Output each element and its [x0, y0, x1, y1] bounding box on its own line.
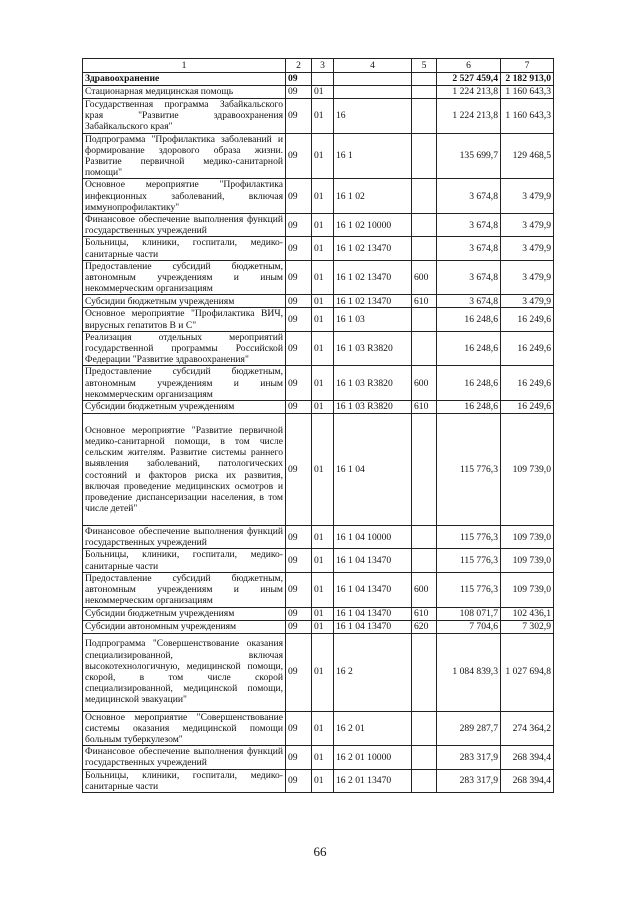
row-cell-c7: 3 479,9	[501, 237, 554, 260]
header-col-7: 7	[501, 59, 554, 73]
row-cell-c6: 283 317,9	[437, 746, 501, 769]
row-description: Больницы, клиники, госпитали, медико-санитарные части	[83, 769, 286, 792]
header-col-3: 3	[312, 59, 334, 73]
row-description: Реализация отдельных мероприятий государственной программы Российской Федерации "Развитие здравоохранения"	[83, 331, 286, 366]
row-cell-c3: 01	[312, 260, 334, 295]
row-description: Государственная программа Забайкальского края "Развитие здравоохранения Забайкальского края"	[83, 99, 286, 134]
row-cell-c4	[334, 86, 412, 99]
row-cell-c2: 09	[286, 633, 312, 711]
row-cell-c4: 16 1 02 13470	[334, 260, 412, 295]
header-col-4: 4	[334, 59, 412, 73]
row-cell-c6: 3 674,8	[437, 214, 501, 237]
row-cell-c6: 115 776,3	[437, 414, 501, 526]
row-cell-c2: 09	[286, 73, 312, 86]
row-cell-c7: 274 364,2	[501, 711, 554, 746]
row-cell-c3: 01	[312, 308, 334, 331]
table-row	[83, 746, 554, 769]
row-cell-c3: 01	[312, 214, 334, 237]
row-cell-c4: 16 1 04 10000	[334, 526, 412, 549]
table-row	[83, 401, 554, 414]
row-cell-c5	[412, 414, 437, 526]
row-cell-c3: 01	[312, 633, 334, 711]
table-row	[83, 331, 554, 366]
row-cell-c3: 01	[312, 572, 334, 607]
row-cell-c4: 16 1 02 13470	[334, 295, 412, 308]
row-cell-c7: 7 302,9	[501, 620, 554, 633]
row-cell-c2: 09	[286, 295, 312, 308]
row-cell-c5	[412, 237, 437, 260]
row-cell-c4: 16 1 04 13470	[334, 620, 412, 633]
row-cell-c6: 2 527 459,4	[437, 73, 501, 86]
row-cell-c7: 102 436,1	[501, 607, 554, 620]
row-description: Подпрограмма "Совершенствование оказания специализированной, включая высокотехнологичную, медицинской помощи, скорой, в том числе скорой специализированной, медицинской помощи, медицинской эвакуации"	[83, 633, 286, 711]
header-col-6: 6	[437, 59, 501, 73]
row-cell-c5: 600	[412, 366, 437, 401]
row-cell-c2: 09	[286, 99, 312, 134]
row-description: Подпрограмма "Профилактика заболеваний и формирование здорового образа жизни. Развитие первичной медико-санитарной помощи"	[83, 133, 286, 179]
row-cell-c4: 16 1 02 13470	[334, 237, 412, 260]
row-cell-c3: 01	[312, 237, 334, 260]
row-description: Основное мероприятие "Профилактика инфекционных заболеваний, включая иммунопрофилактику"	[83, 179, 286, 214]
row-cell-c7: 3 479,9	[501, 179, 554, 214]
table-row	[83, 633, 554, 711]
row-cell-c3: 01	[312, 769, 334, 792]
row-cell-c3: 01	[312, 179, 334, 214]
table-row	[83, 237, 554, 260]
row-cell-c5	[412, 214, 437, 237]
row-cell-c3: 01	[312, 414, 334, 526]
row-cell-c5	[412, 711, 437, 746]
row-description: Больницы, клиники, госпитали, медико-санитарные части	[83, 549, 286, 572]
row-cell-c6: 108 071,7	[437, 607, 501, 620]
row-cell-c4: 16 2 01	[334, 711, 412, 746]
row-cell-c3: 01	[312, 549, 334, 572]
row-cell-c2: 09	[286, 260, 312, 295]
row-description: Основное мероприятие "Профилактика ВИЧ, вирусных гепатитов В и С"	[83, 308, 286, 331]
row-cell-c7: 16 249,6	[501, 331, 554, 366]
table-header-row	[83, 59, 554, 73]
row-cell-c6: 3 674,8	[437, 179, 501, 214]
row-cell-c2: 09	[286, 746, 312, 769]
row-cell-c5	[412, 633, 437, 711]
row-cell-c7: 16 249,6	[501, 308, 554, 331]
row-cell-c5: 610	[412, 295, 437, 308]
row-cell-c6: 283 317,9	[437, 769, 501, 792]
row-cell-c2: 09	[286, 572, 312, 607]
row-cell-c5	[412, 746, 437, 769]
header-col-1: 1	[83, 59, 286, 73]
row-cell-c3: 01	[312, 711, 334, 746]
row-cell-c4: 16 1 02	[334, 179, 412, 214]
row-cell-c4: 16 1 03 R3820	[334, 366, 412, 401]
row-cell-c6: 1 084 839,3	[437, 633, 501, 711]
row-cell-c4: 16 1 03 R3820	[334, 331, 412, 366]
row-cell-c3: 01	[312, 620, 334, 633]
table-row	[83, 260, 554, 295]
row-cell-c3	[312, 73, 334, 86]
row-cell-c7: 3 479,9	[501, 214, 554, 237]
row-description: Предоставление субсидий бюджетным, автономным учреждениям и иным некоммерческим организациям	[83, 260, 286, 295]
table-row	[83, 179, 554, 214]
row-cell-c7: 268 394,4	[501, 769, 554, 792]
row-cell-c6: 135 699,7	[437, 133, 501, 179]
row-description: Предоставление субсидий бюджетным, автономным учреждениям и иным некоммерческим организациям	[83, 366, 286, 401]
budget-table	[82, 58, 554, 793]
row-cell-c5	[412, 179, 437, 214]
row-cell-c6: 3 674,8	[437, 237, 501, 260]
row-cell-c4: 16 1 03	[334, 308, 412, 331]
row-cell-c2: 09	[286, 179, 312, 214]
row-cell-c5: 600	[412, 572, 437, 607]
row-cell-c2: 09	[286, 769, 312, 792]
row-cell-c2: 09	[286, 549, 312, 572]
row-cell-c2: 09	[286, 526, 312, 549]
row-cell-c7: 1 160 643,3	[501, 99, 554, 134]
row-cell-c6: 289 287,7	[437, 711, 501, 746]
table-row	[83, 549, 554, 572]
row-cell-c5	[412, 73, 437, 86]
row-cell-c6: 16 248,6	[437, 366, 501, 401]
row-cell-c4: 16 1 03 R3820	[334, 401, 412, 414]
row-cell-c4: 16 1 04	[334, 414, 412, 526]
row-cell-c3: 01	[312, 401, 334, 414]
row-description: Субсидии автономным учреждениям	[83, 620, 286, 633]
row-cell-c5	[412, 769, 437, 792]
table-row	[83, 214, 554, 237]
row-cell-c6: 3 674,8	[437, 295, 501, 308]
row-cell-c2: 09	[286, 237, 312, 260]
table-row	[83, 366, 554, 401]
table-row	[83, 414, 554, 526]
row-cell-c5: 610	[412, 401, 437, 414]
table-row	[83, 620, 554, 633]
row-cell-c7: 16 249,6	[501, 401, 554, 414]
row-cell-c4: 16 2	[334, 633, 412, 711]
row-cell-c6: 16 248,6	[437, 308, 501, 331]
row-cell-c5: 610	[412, 607, 437, 620]
row-cell-c5	[412, 308, 437, 331]
table-row	[83, 295, 554, 308]
row-cell-c3: 01	[312, 99, 334, 134]
row-cell-c3: 01	[312, 607, 334, 620]
row-cell-c2: 09	[286, 331, 312, 366]
row-description: Стационарная медицинская помощь	[83, 86, 286, 99]
row-cell-c3: 01	[312, 366, 334, 401]
row-cell-c2: 09	[286, 620, 312, 633]
row-cell-c4: 16 2 01 10000	[334, 746, 412, 769]
row-cell-c3: 01	[312, 295, 334, 308]
row-cell-c7: 109 739,0	[501, 549, 554, 572]
row-cell-c7: 3 479,9	[501, 295, 554, 308]
row-description: Субсидии бюджетным учреждениям	[83, 295, 286, 308]
row-description: Субсидии бюджетным учреждениям	[83, 607, 286, 620]
row-cell-c5	[412, 331, 437, 366]
row-description: Финансовое обеспечение выполнения функций государственных учреждений	[83, 214, 286, 237]
table-row	[83, 308, 554, 331]
table-row	[83, 769, 554, 792]
row-cell-c7: 16 249,6	[501, 366, 554, 401]
row-cell-c7: 1 027 694,8	[501, 633, 554, 711]
row-cell-c7: 109 739,0	[501, 526, 554, 549]
row-cell-c4: 16 1 02 10000	[334, 214, 412, 237]
row-cell-c4: 16 2 01 13470	[334, 769, 412, 792]
row-cell-c7: 268 394,4	[501, 746, 554, 769]
row-cell-c2: 09	[286, 214, 312, 237]
row-cell-c6: 1 224 213,8	[437, 86, 501, 99]
row-cell-c7: 2 182 913,0	[501, 73, 554, 86]
row-description: Предоставление субсидий бюджетным, автономным учреждениям и иным некоммерческим организациям	[83, 572, 286, 607]
row-cell-c3: 01	[312, 331, 334, 366]
table-row	[83, 572, 554, 607]
row-cell-c7: 129 468,5	[501, 133, 554, 179]
row-cell-c2: 09	[286, 711, 312, 746]
row-cell-c5	[412, 99, 437, 134]
header-col-2: 2	[286, 59, 312, 73]
row-cell-c3: 01	[312, 133, 334, 179]
row-description: Больницы, клиники, госпитали, медико-санитарные части	[83, 237, 286, 260]
row-cell-c7: 1 160 643,3	[501, 86, 554, 99]
row-cell-c4: 16	[334, 99, 412, 134]
row-cell-c2: 09	[286, 414, 312, 526]
row-cell-c3: 01	[312, 86, 334, 99]
row-cell-c2: 09	[286, 133, 312, 179]
row-cell-c5	[412, 526, 437, 549]
row-cell-c5	[412, 549, 437, 572]
table-row	[83, 86, 554, 99]
row-description: Финансовое обеспечение выполнения функций государственных учреждений	[83, 526, 286, 549]
row-cell-c5: 620	[412, 620, 437, 633]
row-cell-c7: 109 739,0	[501, 572, 554, 607]
row-cell-c2: 09	[286, 366, 312, 401]
row-cell-c6: 115 776,3	[437, 526, 501, 549]
row-description: Основное мероприятие "Совершенствование системы оказания медицинской помощи больным туберкулезом"	[83, 711, 286, 746]
header-col-5: 5	[412, 59, 437, 73]
row-cell-c6: 1 224 213,8	[437, 99, 501, 134]
table-row	[83, 711, 554, 746]
row-cell-c2: 09	[286, 308, 312, 331]
table-row	[83, 133, 554, 179]
row-cell-c4: 16 1 04 13470	[334, 549, 412, 572]
row-cell-c2: 09	[286, 607, 312, 620]
row-cell-c2: 09	[286, 86, 312, 99]
row-cell-c5	[412, 86, 437, 99]
row-cell-c5	[412, 133, 437, 179]
row-cell-c5: 600	[412, 260, 437, 295]
row-cell-c6: 115 776,3	[437, 549, 501, 572]
page-number: 66	[313, 844, 327, 859]
row-cell-c6: 3 674,8	[437, 260, 501, 295]
row-cell-c4: 16 1	[334, 133, 412, 179]
row-cell-c3: 01	[312, 526, 334, 549]
row-cell-c3: 01	[312, 746, 334, 769]
table-row	[83, 607, 554, 620]
row-cell-c7: 109 739,0	[501, 414, 554, 526]
table-row	[83, 99, 554, 134]
row-cell-c4: 16 1 04 13470	[334, 607, 412, 620]
table-row	[83, 526, 554, 549]
row-description: Субсидии бюджетным учреждениям	[83, 401, 286, 414]
row-description: Здравоохранение	[83, 73, 286, 86]
row-cell-c6: 16 248,6	[437, 401, 501, 414]
row-cell-c6: 7 704,6	[437, 620, 501, 633]
row-description: Основное мероприятие "Развитие первичной медико-санитарной помощи, в том числе сельским жителям. Развитие системы раннего выявления заболеваний, патологических состояний и факторов риска их развития, включая проведение медицинских осмотров и проведение диспансеризации населения, в том числе детей"	[83, 414, 286, 526]
row-cell-c2: 09	[286, 401, 312, 414]
row-description: Финансовое обеспечение выполнения функций государственных учреждений	[83, 746, 286, 769]
row-cell-c6: 16 248,6	[437, 331, 501, 366]
row-cell-c6: 115 776,3	[437, 572, 501, 607]
row-cell-c4	[334, 73, 412, 86]
row-cell-c7: 3 479,9	[501, 260, 554, 295]
table-row	[83, 73, 554, 86]
row-cell-c4: 16 1 04 13470	[334, 572, 412, 607]
